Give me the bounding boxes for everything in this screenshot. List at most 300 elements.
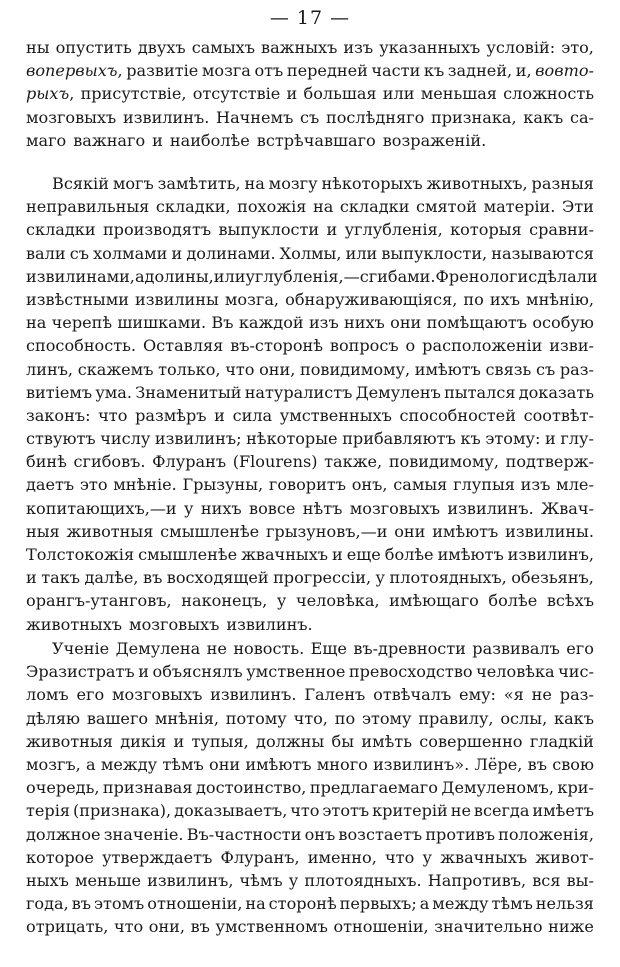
word: у (375, 568, 386, 588)
word: жвачныхъ (241, 545, 329, 564)
word: Френологи (435, 266, 529, 286)
word: ны (26, 38, 50, 57)
word: какъ (523, 107, 564, 127)
word: извилины (135, 289, 219, 309)
word: «я (503, 685, 524, 705)
word: размѣръ (135, 405, 207, 425)
word: извѣстными (26, 289, 129, 309)
word: сложность (503, 84, 594, 104)
word: самыхъ (191, 38, 255, 57)
word: прибавляютъ (342, 429, 456, 449)
word: тупыя, (191, 731, 249, 751)
word: Начнемъ (216, 107, 294, 127)
text-line (26, 823, 594, 846)
word: нѣкоторыхъ (321, 174, 423, 193)
word: этотъ (322, 801, 370, 821)
word: Грызуны, (182, 475, 264, 495)
word: а (419, 894, 430, 914)
word: этомъ (93, 894, 145, 914)
word: и (138, 662, 149, 682)
word: передней (286, 61, 368, 81)
word: Эти (561, 197, 594, 217)
text-line (26, 543, 594, 566)
word: дикія (120, 731, 167, 751)
word: развитіе (126, 61, 199, 81)
word: должное (26, 824, 101, 844)
word: новость. (233, 639, 305, 658)
word: имѣютъ (432, 521, 499, 541)
word: а (86, 754, 96, 774)
word: этому (361, 708, 412, 728)
word: имѣющаго (389, 591, 479, 611)
word: у (184, 498, 194, 518)
word: тѣмъ (162, 754, 204, 774)
word: мозга (201, 61, 251, 81)
paragraph-2 (26, 172, 598, 636)
word: правилу, (418, 708, 494, 728)
word: и (173, 731, 185, 751)
word: смятой (416, 197, 478, 217)
word: натуралистъ (244, 382, 353, 402)
word: вовто- (535, 61, 594, 81)
word: въ (190, 917, 210, 937)
word: не (450, 801, 471, 821)
word: между (432, 894, 489, 914)
word: мле- (556, 475, 594, 495)
word: его (76, 685, 105, 705)
text-line (26, 129, 594, 152)
word: болѣе (488, 591, 538, 611)
word: также, (324, 452, 383, 472)
word: неправильныя (26, 197, 150, 217)
word: не (531, 685, 552, 705)
word: вали (26, 243, 66, 263)
word: Демуленомъ, (441, 778, 554, 798)
word: и (286, 84, 298, 104)
word: извилинъ; (154, 429, 242, 449)
word: что (385, 847, 415, 867)
word: даетъ (26, 475, 75, 495)
word: значеніе. (103, 824, 184, 844)
word: числу (100, 429, 151, 449)
word: нѣкоторые (246, 429, 338, 449)
word: глупыя (453, 475, 515, 495)
word: Всякій (52, 174, 109, 193)
word: мозговыхъ (349, 498, 441, 518)
word: помѣщаютъ (426, 313, 527, 333)
word: Напротивъ, (427, 870, 527, 890)
word: предлагаемаго (309, 778, 438, 798)
word: изви- (549, 336, 594, 356)
text-line (26, 427, 594, 450)
word: долины, (144, 266, 214, 286)
text-line (26, 753, 594, 776)
word: чѣмъ (239, 870, 283, 890)
word: извилинъ. (210, 685, 297, 705)
text-line (26, 195, 594, 218)
word: мозговыхъ (129, 614, 220, 634)
word: отъ (254, 61, 284, 81)
word: онъ, (351, 475, 388, 495)
word: Жвач- (541, 498, 594, 518)
word: доказываетъ, (174, 801, 288, 821)
word: на (312, 197, 334, 217)
word: ниже (548, 917, 594, 937)
word: Демулена (115, 639, 201, 658)
word: отношеніи, (147, 894, 243, 914)
word: меньшая (420, 84, 497, 104)
word: соотвѣт- (523, 405, 594, 425)
word: и (326, 220, 338, 240)
word: разныя (531, 174, 594, 193)
text-line (26, 106, 594, 129)
word: способность. (26, 336, 137, 356)
word: обнаруживающіяся, (285, 289, 458, 309)
text-line (26, 218, 594, 241)
word: вашего (86, 708, 149, 728)
text-line (26, 520, 594, 543)
word: которыя (450, 220, 522, 240)
word: условій: (486, 38, 556, 57)
word: Галенъ (304, 685, 366, 705)
word: на (26, 313, 47, 333)
word: вопросъ (329, 336, 399, 356)
word: грызуновъ,—и (265, 521, 388, 541)
word: и (171, 243, 183, 263)
word: отношеніи, (333, 917, 429, 937)
text-line (26, 892, 594, 915)
word: раз- (559, 685, 594, 705)
word: у (276, 591, 287, 611)
word: двухъ (137, 38, 186, 57)
word: мнѣніе. (113, 475, 177, 495)
word: мозгъ, (26, 754, 81, 774)
word: Въ (211, 313, 234, 333)
word: или (345, 243, 378, 263)
word: говоритъ (268, 475, 346, 495)
word: прогрессіи, (273, 568, 372, 588)
word: ныя (26, 521, 60, 541)
word: повидимому, (388, 452, 499, 472)
text-line (26, 497, 594, 520)
word: которое (26, 847, 94, 867)
word: чис- (558, 662, 594, 682)
word: вся (532, 870, 561, 890)
word: у (422, 847, 432, 867)
text-line (26, 450, 594, 473)
word: съ (535, 359, 556, 379)
word: свою (552, 754, 594, 774)
word: сила (232, 405, 273, 425)
word: признавая (102, 778, 193, 798)
word: сдѣлали (528, 266, 598, 286)
word: еще (346, 545, 381, 564)
word: между (100, 754, 158, 774)
word: извилинъ, (507, 545, 594, 564)
word: что (98, 405, 128, 425)
word: выпуклости, (381, 243, 488, 263)
word: пытался (444, 382, 516, 402)
text-line (26, 172, 594, 195)
word: маго (26, 130, 67, 150)
word: смышленѣе (138, 545, 238, 564)
word: связь (485, 359, 532, 379)
word: складки (339, 197, 410, 217)
word: встрѣчавшаго (256, 130, 376, 150)
word: съ (69, 243, 89, 263)
word: части (371, 61, 421, 81)
word: животныхъ (26, 614, 123, 634)
word: достоинство, (195, 778, 307, 798)
word: терія (26, 801, 71, 821)
word: извилинъ, (147, 870, 234, 890)
word: что (290, 801, 320, 821)
word: жвачныхъ (440, 847, 528, 867)
word: далѣе, (84, 568, 139, 588)
word: плотоядныхъ, (389, 568, 507, 588)
word: положенія, (498, 824, 594, 844)
word: ломъ (26, 685, 69, 705)
word: Знаменитый (135, 382, 242, 402)
text-line (26, 730, 594, 753)
word: гладкій (529, 731, 594, 751)
text-line (26, 660, 594, 683)
word: извилинъ. (447, 498, 534, 518)
word: способностей (399, 405, 516, 425)
word: возраженій. (382, 130, 487, 150)
word: къ (423, 61, 445, 81)
word: вовсе (249, 498, 296, 518)
word: замѣтить, (157, 174, 241, 193)
word: живот- (535, 847, 594, 867)
word: Еще (310, 639, 347, 658)
word: у (288, 870, 299, 890)
word: въ (71, 894, 91, 914)
word: совершенно (419, 731, 523, 751)
word: указанныхъ (379, 38, 481, 57)
word: такъ (41, 568, 80, 588)
word: сгибовъ. (73, 452, 146, 472)
word: они, (259, 359, 296, 379)
word: въ-сторонѣ (230, 336, 323, 356)
word: Оставляя (142, 336, 224, 356)
word: это, (561, 38, 594, 57)
word: утверждаетъ (102, 847, 213, 867)
text-line (26, 776, 594, 799)
word: Эразистратъ (26, 662, 135, 682)
word: холмами (93, 243, 168, 263)
word: ему: (459, 685, 496, 705)
word: на (245, 894, 266, 914)
word: наконецъ, (181, 591, 268, 611)
word: вы- (566, 870, 594, 890)
word: (Flourens) (232, 452, 318, 472)
word: превосходство (348, 662, 473, 682)
word: животныхъ, (426, 174, 528, 193)
word: умственное (246, 662, 346, 682)
word: копитающихъ,—и (26, 498, 177, 518)
word: подтверж- (505, 452, 594, 472)
word: въ (143, 568, 163, 588)
word: имѣютъ (245, 754, 312, 774)
word: онъ (304, 824, 336, 844)
word: нихъ (200, 498, 242, 518)
word: о (405, 336, 416, 356)
word: выпуклости (218, 220, 320, 240)
word: болѣе (384, 545, 434, 564)
word: потому (225, 708, 287, 728)
word: опустить (55, 38, 132, 57)
word: развивалъ (472, 639, 560, 658)
word: дѣляю (26, 708, 81, 728)
word: только, (158, 359, 221, 379)
word: имѣетъ (532, 801, 594, 821)
word: (признака), (72, 801, 172, 821)
text-line (26, 846, 594, 869)
word: ихъ (489, 289, 520, 309)
word: извилинъ. (123, 107, 210, 127)
word: особую (532, 313, 594, 333)
word: углубленія, (344, 220, 443, 240)
word: въ-древности (353, 639, 466, 658)
word: Ученіе (52, 639, 110, 658)
word: извилинами, (26, 266, 135, 286)
word: умственныхъ (279, 405, 392, 425)
word: къ (460, 429, 481, 449)
word: бы (331, 731, 355, 751)
word: сравни- (529, 220, 594, 240)
word: отсутствіе (192, 84, 281, 104)
word: имѣютъ (437, 545, 504, 564)
word: они, (148, 917, 186, 937)
word: вопервыхъ, (26, 61, 123, 81)
word: умственномъ (215, 917, 328, 937)
word: мозговыхъ (26, 107, 117, 127)
word: скажемъ (77, 359, 154, 379)
word: и (545, 429, 556, 449)
word: важныхъ (261, 38, 338, 57)
word: Флуранъ, (220, 847, 300, 867)
word: человѣка, (295, 591, 380, 611)
word: похожія (237, 197, 307, 217)
word: витіемъ (26, 382, 93, 402)
word: всегда (473, 801, 530, 821)
word: много (316, 754, 368, 774)
text-line (26, 242, 594, 265)
word: а (134, 266, 145, 286)
word: Въ-частности (186, 824, 302, 844)
word: должны (256, 731, 325, 751)
word: признака, (430, 107, 517, 127)
word: нихъ (344, 313, 385, 333)
word: меньше (74, 870, 141, 890)
word: и (26, 568, 37, 588)
word: послѣдняго (325, 107, 425, 127)
word: не (206, 639, 227, 658)
word: долинами. (186, 243, 276, 263)
word: повидимому, (299, 359, 411, 379)
word: матеріи. (483, 197, 556, 217)
word: бинѣ (26, 452, 67, 472)
word: ныхъ (26, 870, 69, 890)
word: доказать (518, 382, 594, 402)
word: это (79, 475, 108, 495)
word: важнаго (73, 130, 146, 150)
word: Лёре, (474, 754, 523, 774)
word: са- (569, 107, 594, 127)
paragraph-1 (26, 36, 594, 152)
word: орангъ-утанговъ, (26, 591, 172, 611)
word: первыхъ; (339, 894, 417, 914)
word: съ (300, 107, 320, 127)
word: что (225, 359, 255, 379)
word: и (214, 405, 225, 425)
text-line (26, 265, 598, 288)
word: всѣхъ (546, 591, 594, 611)
word: наиболѣе (169, 130, 250, 150)
word: восходящей (166, 568, 269, 588)
word: на (244, 174, 265, 193)
word: мозговыхъ (112, 685, 203, 705)
word: могъ (112, 174, 154, 193)
text-line (26, 59, 594, 82)
word: кри- (557, 778, 594, 798)
word: критерій (372, 801, 448, 821)
paragraph-3 (26, 637, 594, 938)
word: шишками. (117, 313, 207, 333)
word: обезьянъ, (511, 568, 594, 588)
text-line (26, 613, 594, 636)
word: каждой (238, 313, 304, 333)
word: по (463, 289, 484, 309)
word: расположеніи (422, 336, 543, 356)
word: мнѣнію, (526, 289, 594, 309)
word: нельзя (535, 894, 594, 914)
word: мозгу (268, 174, 318, 193)
text-line (26, 566, 594, 589)
text-line (26, 381, 594, 404)
word: плотоядныхъ. (304, 870, 422, 890)
word: изъ (520, 475, 551, 495)
word: и (332, 545, 343, 564)
word: имѣть (361, 731, 412, 751)
word: отвѣчалъ (373, 685, 452, 705)
word: или (382, 84, 415, 104)
word: значительно (434, 917, 543, 937)
text-line (26, 358, 594, 381)
word: по (334, 708, 356, 728)
word: мозга, (224, 289, 280, 309)
word: изъ (308, 313, 339, 333)
text-line (26, 311, 594, 334)
text-line (26, 589, 594, 612)
word: раз- (559, 359, 594, 379)
word: тѣмъ (491, 894, 533, 914)
word: объяснялъ (152, 662, 243, 682)
word: называются (491, 243, 594, 263)
word: глу- (560, 429, 594, 449)
word: отрицать, (26, 917, 109, 937)
word: присутствіе, (80, 84, 187, 104)
word: извилины. (505, 521, 594, 541)
text-line (26, 404, 594, 427)
page-number: — 17 — (269, 7, 351, 29)
word: имѣютъ (414, 359, 481, 379)
word: именно, (307, 847, 377, 867)
word: что (113, 917, 144, 937)
word: въ (527, 754, 547, 774)
word: смышленѣе (160, 521, 260, 541)
